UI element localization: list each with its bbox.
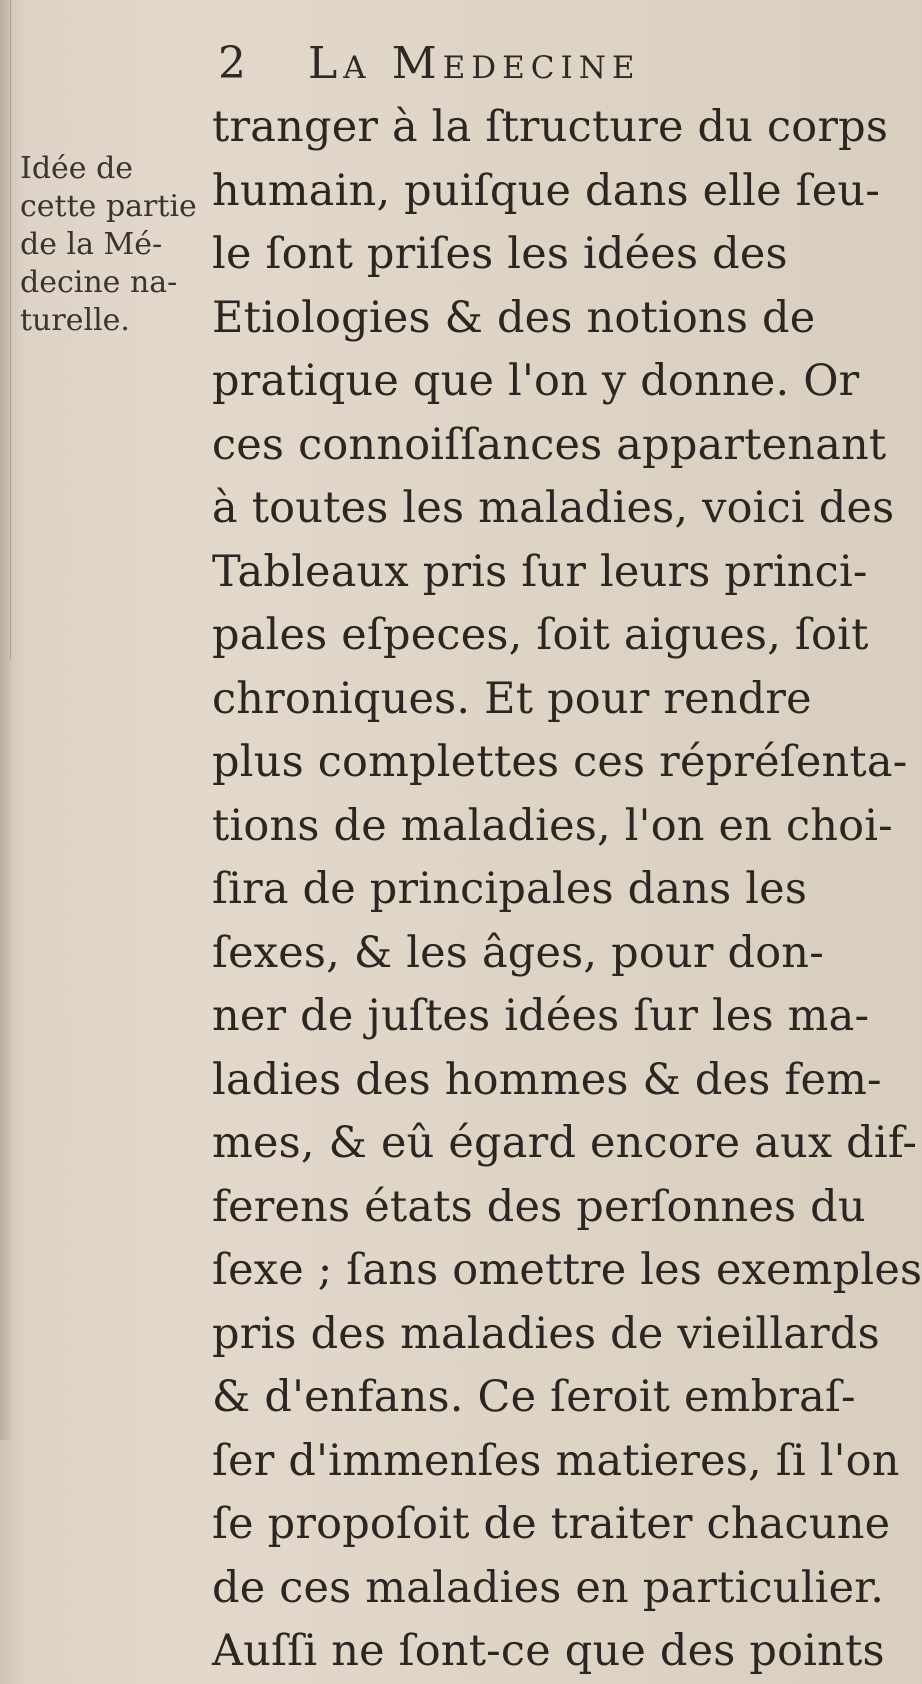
text-line: ſexes, & les âges, pour don- — [212, 927, 824, 978]
text-line: ſira de principales dans les — [212, 864, 808, 914]
text-line: le ſont priſes les idées des — [212, 229, 788, 279]
text-line: Etiologies & des notions de — [212, 292, 816, 343]
text-line: tions de maladies, l'on en choi- — [212, 800, 893, 851]
margin-note-line: de la Mé- — [20, 227, 163, 262]
text-line: ſe propoſoit de traiter chacune — [212, 1499, 891, 1549]
text-line: ladies des hommes & des fem- — [212, 1054, 882, 1105]
margin-note-line: turelle. — [20, 303, 130, 338]
page-gutter — [0, 0, 14, 1440]
text-line: mes, & eû égard encore aux dif- — [212, 1118, 918, 1168]
margin-note-line: cette partie — [20, 189, 197, 224]
running-header — [218, 38, 640, 89]
margin-note-line: Idée de — [20, 151, 134, 186]
text-line: humain, puiſque dans elle ſeu- — [212, 165, 881, 216]
text-line: à toutes les maladies, voici des — [212, 483, 895, 533]
text-line: tranger à la ſtructure du corps — [212, 102, 889, 152]
running-title: La Medecine — [308, 38, 641, 89]
body-text — [212, 96, 922, 1684]
text-line: chroniques. Et pour rendre — [212, 673, 812, 724]
text-line: de ces maladies en particulier. — [212, 1562, 885, 1613]
text-line: pratique que l'on y donne. Or — [212, 356, 860, 406]
text-line: plus complettes ces répréſenta- — [212, 737, 908, 787]
gutter-line — [10, 0, 11, 660]
text-line: ner de juſtes idées ſur les ma- — [212, 991, 870, 1041]
text-line: ſer d'immenſes matieres, ſi l'on — [212, 1435, 900, 1486]
text-line: Auſſi ne ſont-ce que des points — [212, 1626, 885, 1676]
text-line: pales eſpeces, ſoit aigues, ſoit — [212, 610, 869, 660]
text-line: ferens états des perſonnes du — [212, 1181, 866, 1232]
text-line: & d'enfans. Ce ſeroit embraſ- — [212, 1372, 856, 1422]
text-line: Tableaux pris ſur leurs princi- — [212, 546, 868, 597]
margin-note — [20, 150, 197, 340]
text-line: ſexe ; ſans omettre les exemples — [212, 1245, 922, 1295]
page-number: 2 — [218, 38, 249, 89]
text-line: pris des maladies de vieillards — [212, 1308, 880, 1359]
margin-note-line: decine na- — [20, 265, 178, 300]
text-line: ces connoiſſances appartenant — [212, 419, 887, 470]
